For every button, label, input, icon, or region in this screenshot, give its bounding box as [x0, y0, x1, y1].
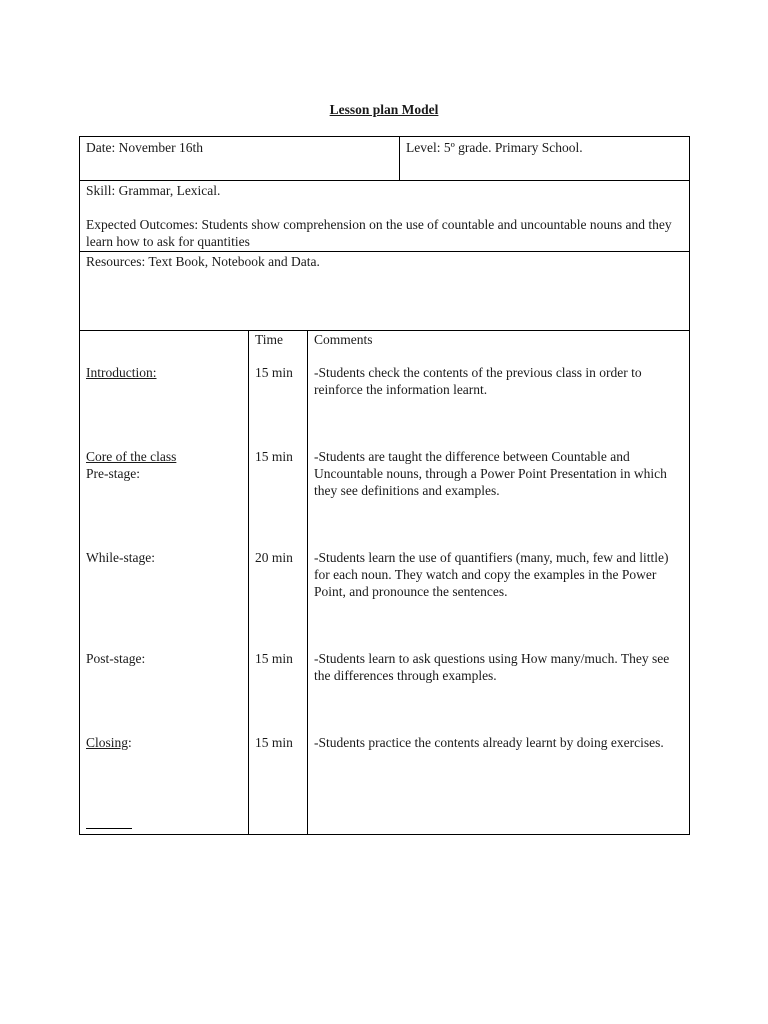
time-closing: 15 min — [255, 735, 293, 750]
stage-label-closing: Closing — [86, 735, 129, 750]
date-cell: Date: November 16th — [80, 137, 400, 180]
blank-underline — [86, 828, 132, 829]
stage-label-core: Core of the class — [86, 449, 177, 464]
stage-label-closing-colon: : — [128, 735, 132, 750]
lesson-plan-table — [79, 136, 690, 835]
time-post-stage: 15 min — [255, 651, 293, 666]
time-while-stage: 20 min — [255, 550, 293, 565]
resources-row — [80, 252, 689, 331]
stages-row — [80, 331, 689, 834]
comments-column — [308, 331, 689, 834]
resources-text: Resources: Text Book, Notebook and Data. — [86, 254, 320, 269]
comment-introduction: -Students check the contents of the previous class in order to reinforce the information learnt. — [314, 365, 642, 397]
stage-column — [80, 331, 249, 834]
time-pre-stage: 15 min — [255, 449, 293, 464]
time-introduction: 15 min — [255, 365, 293, 380]
stage-label-while-stage: While-stage: — [86, 550, 155, 565]
comment-while-stage: -Students learn the use of quantifiers (many, much, few and little) for each noun. They watch and copy the examples in the Power Point, and pronounce the sentences. — [314, 550, 669, 599]
skill-text: Skill: Grammar, Lexical. — [86, 183, 221, 198]
time-column — [249, 331, 308, 834]
comment-post-stage: -Students learn to ask questions using How many/much. They see the differences through examples. — [314, 651, 670, 683]
stage-label-introduction: Introduction: — [86, 365, 157, 380]
time-header: Time — [255, 332, 284, 347]
document-title: Lesson plan Model — [329, 102, 439, 117]
skill-row — [80, 181, 689, 252]
stage-label-closing-wrap — [86, 734, 242, 751]
expected-outcomes-text: Expected Outcomes: Students show comprehension on the use of countable and uncountable nouns and they learn how to ask for quantities — [86, 217, 672, 249]
comment-pre-stage: -Students are taught the difference between Countable and Uncountable nouns, through a Power Point Presentation in which they see definitions and examples. — [314, 449, 667, 498]
stage-label-post-stage: Post-stage: — [86, 651, 146, 666]
stage-label-pre-stage: Pre-stage: — [86, 466, 140, 481]
comments-header: Comments — [314, 332, 373, 347]
comment-closing: -Students practice the contents already learnt by doing exercises. — [314, 735, 664, 750]
level-cell: Level: 5º grade. Primary School. — [406, 140, 583, 155]
